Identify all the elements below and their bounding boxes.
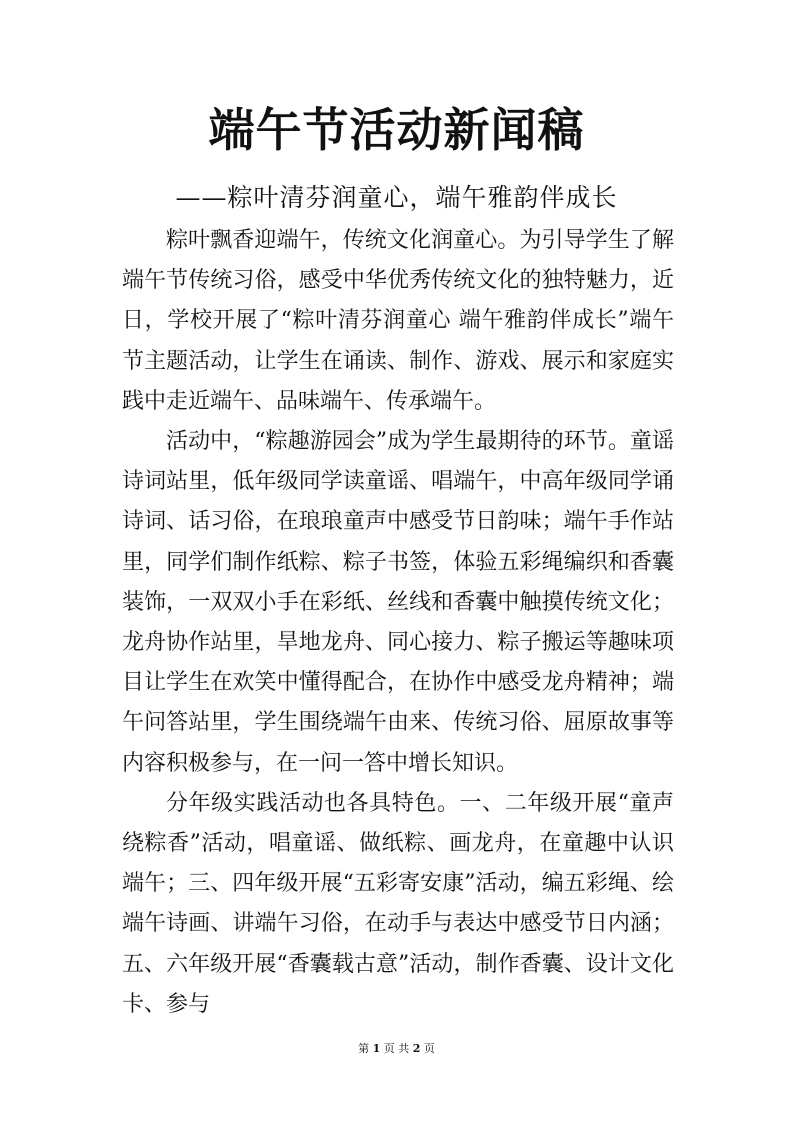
document-subtitle: ——粽叶清芬润童心，端午雅韵伴成长 [175,183,618,212]
footer-prefix: 第 [358,1042,370,1055]
footer-total-pages: 2 [412,1042,421,1055]
document-body [122,221,674,1025]
document-title: 端午节活动新闻稿 [208,103,585,157]
paragraph-activity: 活动中，“粽趣游园会”成为学生最期待的环节。童谣诗词站里，低年级同学读童谣、唱端午，中高年级同学诵诗词、话习俗，在琅琅童声中感受节日韵味；端午手作站里，同学们制作纸粽、粽子书签，体验五彩绳编织和香囊装饰，一双双小手在彩纸、丝线和香囊中触摸传统文化；龙舟协作站里，旱地龙舟、同心接力、粽子搬运等趣味项目让学生在欢笑中懂得配合，在协作中感受龙舟精神；端午问答站里，学生围绕端午由来、传统习俗、屈原故事等内容积极参与，在一问一答中增长知识。 [122,429,674,776]
paragraph-intro: 粽叶飘香迎端午，传统文化润童心。为引导学生了解端午节传统习俗，感受中华优秀传统文化的独特魅力，近日，学校开展了“粽叶清芬润童心 端午雅韵伴成长”端午节主题活动，让学生在诵读、制作、游戏、展示和家庭实践中走近端午、品味端午、传承端午。 [122,228,674,414]
footer-middle: 页 共 [383,1042,410,1055]
footer-suffix: 页 [423,1042,435,1055]
footer-current-page: 1 [372,1042,381,1055]
page-footer [0,1041,793,1057]
paragraph-grades: 分年级实践活动也各具特色。一、二年级开展“童声绕粽香”活动，唱童谣、做纸粽、画龙舟，在童趣中认识端午；三、四年级开展“五彩寄安康”活动，编五彩绳、绘端午诗画、讲端午习俗，在动手与表达中感受节日内涵；五、六年级开展“香囊载古意”活动，制作香囊、设计文化卡、参与 [122,790,674,1017]
